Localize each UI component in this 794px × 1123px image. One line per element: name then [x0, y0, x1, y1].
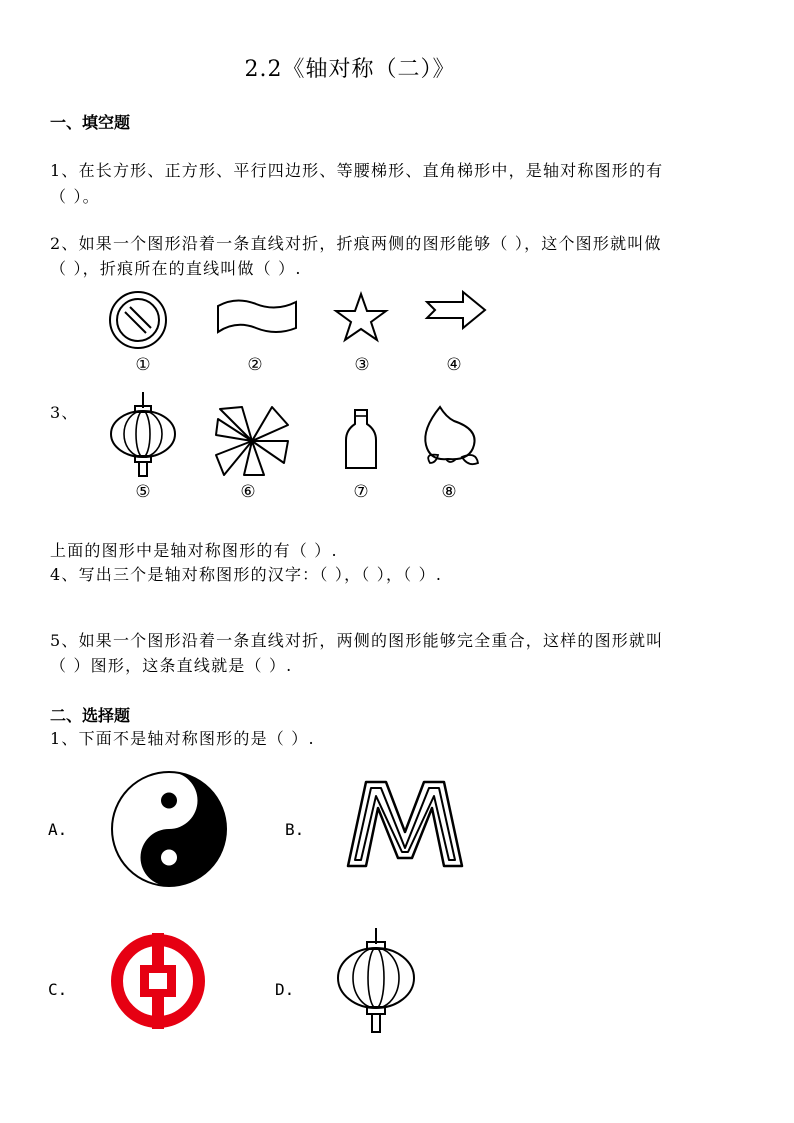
figure-number-6: ⑥: [240, 482, 256, 502]
multiple-choice-question-1: 1、下面不是轴对称图形的是（ ）.: [50, 729, 315, 748]
page-title: 2.2《轴对称（二）》: [244, 57, 456, 82]
wavy-flag-icon: [216, 298, 298, 338]
question-1-line-1: 1、在长方形、正方形、平行四边形、等腰梯形、直角梯形中，是轴对称图形的有: [50, 161, 664, 180]
star-icon: [334, 292, 388, 342]
figure-number-3: ③: [354, 355, 370, 375]
option-c-label: C.: [48, 980, 68, 999]
question-1-line-2: （ ）。: [50, 187, 100, 206]
yin-yang-icon: [110, 770, 228, 888]
question-4-text: 4、写出三个是轴对称图形的汉字：（ ），（ ），（ ）.: [50, 565, 443, 584]
question-2-line-2: （ ），折痕所在的直线叫做（ ）.: [50, 259, 302, 278]
question-2-line-1: 2、如果一个图形沿着一条直线对折，折痕两侧的图形能够（ ），这个图形就叫做: [50, 234, 662, 253]
figure-number-8: ⑧: [441, 482, 457, 502]
option-d-label: D.: [275, 980, 295, 999]
question-3-text: 上面的图形中是轴对称图形的有（ ）.: [50, 541, 338, 560]
question-5-line-2: （ ）图形，这条直线就是（ ）.: [50, 656, 293, 675]
figure-number-5: ⑤: [135, 482, 151, 502]
arrow-icon: [425, 290, 487, 330]
question-3-label: 3、: [50, 403, 79, 422]
bank-of-china-logo: [108, 933, 208, 1029]
option-b-label: B.: [285, 820, 305, 839]
question-5-line-1: 5、如果一个图形沿着一条直线对折，两侧的图形能够完全重合，这样的图形就叫: [50, 631, 664, 650]
figure-number-7: ⑦: [353, 482, 369, 502]
bottle-icon: [343, 408, 379, 472]
option-a-label: A.: [48, 820, 68, 839]
lantern-icon: [108, 390, 178, 478]
prohibition-sign-icon: [108, 290, 168, 350]
pinwheel-icon: [214, 405, 290, 477]
figure-number-4: ④: [446, 355, 462, 375]
figure-number-1: ①: [135, 355, 151, 375]
figure-number-2: ②: [247, 355, 263, 375]
peach-icon: [420, 405, 482, 469]
section-heading-fill-in: 一、填空题: [50, 113, 131, 132]
lantern-icon: [336, 926, 416, 1036]
section-heading-multiple-choice: 二、选择题: [50, 706, 131, 725]
letter-m-outline-icon: [346, 780, 464, 868]
